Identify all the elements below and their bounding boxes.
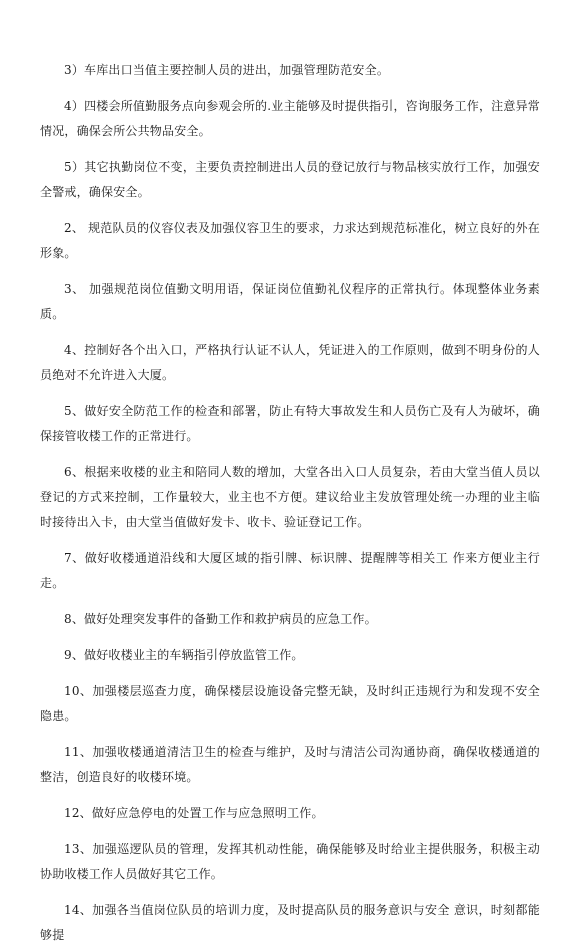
paragraph-7: 5、做好安全防范工作的检查和部署，防止有特大事故发生和人员伤亡及有人为破坏，确保接管收楼工作的正常进行。 <box>40 404 540 443</box>
paragraph-8: 6、根据来收楼的业主和陪同人数的增加，大堂各出入口人员复杂，若由大堂当值人员以登记的方式来控制，工作量较大，业主也不方便。建议给业主发放管理处统一办理的业主临时接待出入卡，由大堂当值做好发卡、收卡、验证登记工作。 <box>40 465 540 529</box>
paragraph-14: 12、做好应急停电的处置工作与应急照明工作。 <box>64 806 324 820</box>
paragraph-13: 11、加强收楼通道清洁卫生的检查与维护，及时与清洁公司沟通协商，确保收楼通道的整洁，创造良好的收楼环境。 <box>40 745 540 784</box>
paragraph-4: 2、 规范队员的仪容仪表及加强仪容卫生的要求，力求达到规范标准化，树立良好的外在形象。 <box>40 221 540 260</box>
paragraph-2: 4）四楼会所值勤服务点向参观会所的.业主能够及时提供指引，咨询服务工作，注意异常情况，确保会所公共物品安全。 <box>40 99 540 138</box>
paragraph-15: 13、加强巡逻队员的管理，发挥其机动性能，确保能够及时给业主提供服务，积极主动协助收楼工作人员做好其它工作。 <box>40 842 540 881</box>
paragraph-1: 3）车库出口当值主要控制人员的进出，加强管理防范安全。 <box>64 63 390 77</box>
paragraph-3: 5）其它执勤岗位不变，主要负责控制进出人员的登记放行与物品核实放行工作，加强安全警戒，确保安全。 <box>40 160 540 199</box>
paragraph-12: 10、加强楼层巡查力度，确保楼层设施设备完整无缺，及时纠正违规行为和发现不安全隐患。 <box>40 684 540 723</box>
paragraph-10: 8、做好处理突发事件的备勤工作和救护病员的应急工作。 <box>64 612 377 626</box>
paragraph-11: 9、做好收楼业主的车辆指引停放监管工作。 <box>64 648 304 662</box>
paragraph-5: 3、 加强规范岗位值勤文明用语，保证岗位值勤礼仪程序的正常执行。体现整体业务素质。 <box>40 282 540 321</box>
paragraph-6: 4、控制好各个出入口，严格执行认证不认人，凭证进入的工作原则，做到不明身份的人员绝对不允许进入大厦。 <box>40 343 540 382</box>
paragraph-16: 14、加强各当值岗位队员的培训力度，及时提高队员的服务意识与安全 意识，时刻都能够提 <box>40 903 540 942</box>
paragraph-9: 7、做好收楼通道沿线和大厦区域的指引牌、标识牌、提醒牌等相关工 作来方便业主行走。 <box>40 551 540 590</box>
